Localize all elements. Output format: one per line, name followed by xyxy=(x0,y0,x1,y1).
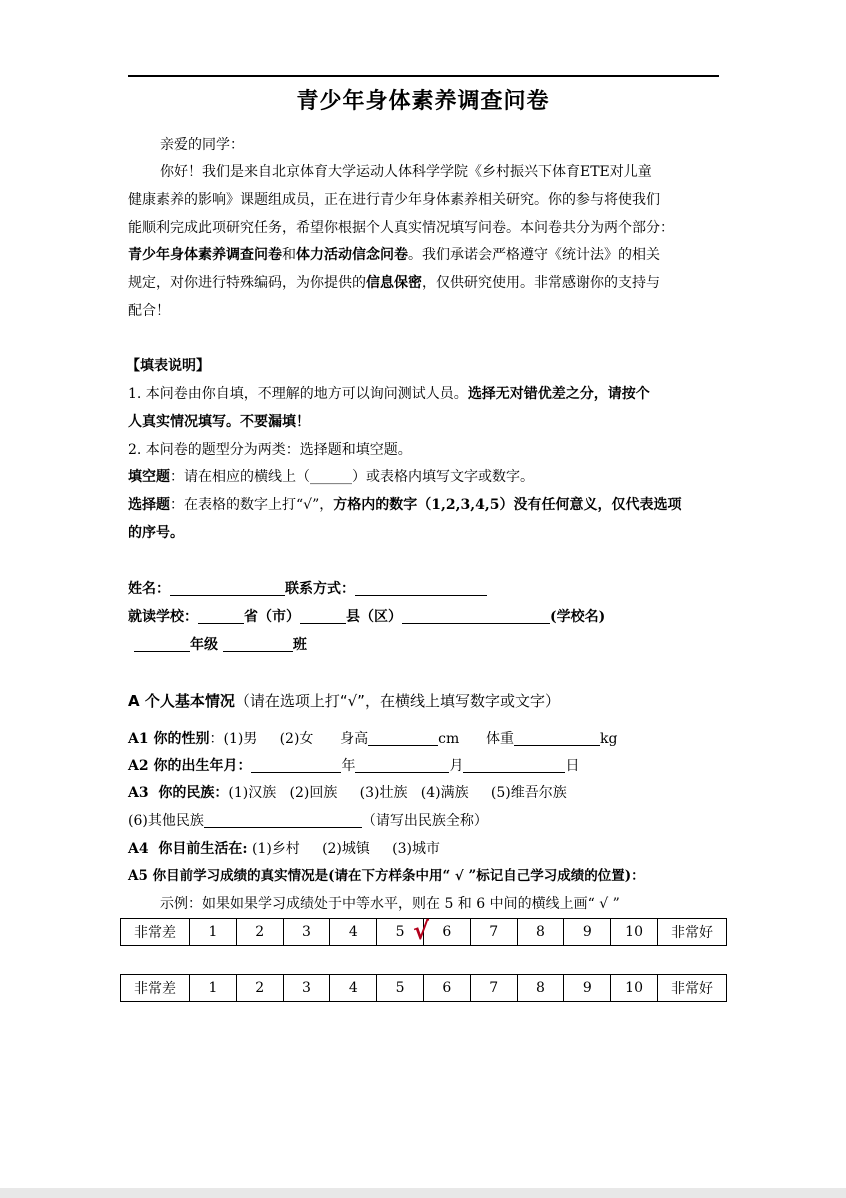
a1-option-male[interactable]: (1)男 xyxy=(223,731,258,747)
section-a-note: （请在选项上打“√”，在横线上填写数字或文字） xyxy=(234,692,560,710)
scale-cell: 1 xyxy=(190,919,237,946)
scale-cell: 9 xyxy=(564,919,611,946)
a1-colon: ： xyxy=(209,731,224,747)
fill-instruction xyxy=(128,463,720,491)
a3-other-label[interactable]: (6)其他民族 xyxy=(128,813,204,829)
scale-cell: 8 xyxy=(517,919,564,946)
intro-line-4 xyxy=(128,241,720,269)
school-name-field[interactable] xyxy=(402,607,550,624)
scale-cell[interactable]: 8 xyxy=(517,975,564,1002)
scale-left-label: 非常差 xyxy=(121,975,190,1002)
and-word: 和 xyxy=(282,247,296,263)
province-field[interactable] xyxy=(198,607,244,624)
scale-left-label: 非常差 xyxy=(121,919,190,946)
instruction-1-a: 1. 本问卷由你自填，不理解的地方可以询问测试人员。 xyxy=(128,386,468,402)
scale-cell[interactable]: 4 xyxy=(330,975,377,1002)
scale-cell: 6 xyxy=(423,919,470,946)
scale-cell[interactable]: 6 xyxy=(423,975,470,1002)
a2-month: 月 xyxy=(449,758,464,774)
scale-cell[interactable]: 7 xyxy=(470,975,517,1002)
scale-cell: 3 xyxy=(283,919,330,946)
instruction-2: 2. 本问卷的题型分为两类：选择题和填空题。 xyxy=(128,442,412,458)
a1-kg: kg xyxy=(599,731,618,747)
scale-cell: 4 xyxy=(330,919,377,946)
scale-right-label: 非常好 xyxy=(658,919,727,946)
birth-month-field[interactable] xyxy=(355,756,449,773)
choice-label: 选择题 xyxy=(128,497,170,513)
a2-day: 日 xyxy=(565,758,580,774)
a1-cm: cm xyxy=(438,731,460,747)
scale-cell: 2 xyxy=(236,919,283,946)
survey-name-1: 青少年身体素养调查问卷 xyxy=(128,247,282,263)
a1-weight-label: 体重 xyxy=(485,731,514,747)
a4-options[interactable]: (1)乡村 (2)城镇 (3)城市 xyxy=(247,841,440,857)
grade-field[interactable] xyxy=(134,635,190,652)
choice-instruction-cont: 的序号。 xyxy=(128,525,184,541)
county-field[interactable] xyxy=(300,607,346,624)
scale-cell[interactable]: 2 xyxy=(236,975,283,1002)
instruction-1-cont: 人真实情况填写。不要漏填！ xyxy=(128,414,310,430)
school-label: 就读学校： xyxy=(128,609,198,625)
birth-year-field[interactable] xyxy=(251,756,341,773)
grade-class-line xyxy=(134,631,726,659)
a1-label: A1 你的性别 xyxy=(128,731,210,747)
county-label: 县（区） xyxy=(346,609,402,625)
question-a3-other xyxy=(128,807,720,835)
intro-line-2: 健康素养的影响》课题组成员，正在进行青少年身体素养相关研究。你的参与将使我们 xyxy=(128,192,660,208)
fill-text: ：请在相应的横线上（______）或表格内填写文字或数字。 xyxy=(170,469,534,485)
intro-line-5 xyxy=(128,269,720,297)
scale-cell: 10 xyxy=(611,919,658,946)
ethnicity-field[interactable] xyxy=(204,811,362,828)
scale-cell: 5 xyxy=(377,919,424,946)
question-a3 xyxy=(128,779,720,807)
scale-cell: 7 xyxy=(470,919,517,946)
intro-line-1: 你好！我们是来自北京体育大学运动人体科学学院《乡村振兴下体育ETE对儿童 xyxy=(160,164,652,180)
intro-line-5-a: 规定，对你进行特殊编码，为你提供的 xyxy=(128,275,366,291)
weight-field[interactable] xyxy=(514,729,600,746)
instruction-1-bold: 选择无对错优差之分，请按个 xyxy=(467,386,650,402)
question-a5: A5 你目前学习成绩的真实情况是(请在下方样条中用“ √ ”标记自己学习成绩的位置)： xyxy=(128,868,645,884)
section-a-title xyxy=(128,687,720,715)
scale-right-label: 非常好 xyxy=(658,975,727,1002)
name-field[interactable] xyxy=(170,579,285,596)
greeting: 亲爱的同学： xyxy=(160,137,244,153)
a1-option-female[interactable]: (2)女 xyxy=(279,731,314,747)
choice-text: ：在表格的数字上打“√”， xyxy=(170,497,334,513)
a3-options[interactable]: (1)汉族 (2)回族 (3)壮族 (4)满族 (5)维吾尔族 xyxy=(228,785,567,801)
example-check-mark: √ xyxy=(413,917,430,945)
intro-line-5-c: ，仅供研究使用。非常感谢你的支持与 xyxy=(422,275,660,291)
survey-name-2: 体力活动信念问卷 xyxy=(296,247,408,263)
class-label: 班 xyxy=(292,637,307,653)
grade-label: 年级 xyxy=(190,637,218,653)
name-label: 姓名： xyxy=(128,581,170,597)
school-line xyxy=(128,603,720,631)
a2-year: 年 xyxy=(341,758,356,774)
scale-cell[interactable]: 3 xyxy=(283,975,330,1002)
class-field[interactable] xyxy=(223,635,293,652)
a5-example: 示例：如果如果学习成绩处于中等水平，则在 5 和 6 中间的横线上画“ √ ” xyxy=(160,896,620,912)
contact-field[interactable] xyxy=(355,579,487,596)
instruction-1 xyxy=(128,380,720,408)
choice-bold: 方格内的数字（1,2,3,4,5）没有任何意义，仅代表选项 xyxy=(333,497,682,513)
a2-label: A2 你的出生年月： xyxy=(128,758,252,774)
intro-line-3: 能顺利完成此项研究任务，希望你根据个人真实情况填写问卷。本问卷共分为两个部分： xyxy=(128,220,674,236)
scale-cell[interactable]: 9 xyxy=(564,975,611,1002)
a3-label: A3 你的民族： xyxy=(128,785,229,801)
contact-label: 联系方式： xyxy=(285,581,355,597)
header-rule xyxy=(128,75,719,77)
a4-label: A4 你目前生活在: xyxy=(128,841,248,857)
question-a4 xyxy=(128,835,720,863)
page-title: 青少年身体素养调查问卷 xyxy=(296,89,550,114)
a1-height-label: 身高 xyxy=(340,731,369,747)
question-a2 xyxy=(128,752,720,780)
birth-day-field[interactable] xyxy=(463,756,565,773)
intro-line-4-rest: 。我们承诺会严格遵守《统计法》的相关 xyxy=(408,247,660,263)
province-label: 省（市） xyxy=(244,609,300,625)
instructions-header: 【填表说明】 xyxy=(126,358,210,374)
answer-scale[interactable] xyxy=(120,974,727,1002)
intro-line-6: 配合！ xyxy=(128,303,170,319)
confidential-text: 信息保密 xyxy=(366,275,422,291)
scale-cell[interactable]: 1 xyxy=(190,975,237,1002)
scale-cell[interactable]: 5 xyxy=(377,975,424,1002)
school-name-label: (学校名) xyxy=(550,609,606,625)
height-field[interactable] xyxy=(368,729,438,746)
page-bottom-margin xyxy=(0,1188,846,1198)
scale-cell[interactable]: 10 xyxy=(611,975,658,1002)
choice-instruction xyxy=(128,491,720,519)
section-a-heading: A 个人基本情况 xyxy=(128,692,235,710)
question-a1 xyxy=(128,725,720,753)
name-contact-line xyxy=(128,575,720,603)
fill-label: 填空题 xyxy=(128,469,170,485)
a3-note: （请写出民族全称） xyxy=(361,813,488,829)
